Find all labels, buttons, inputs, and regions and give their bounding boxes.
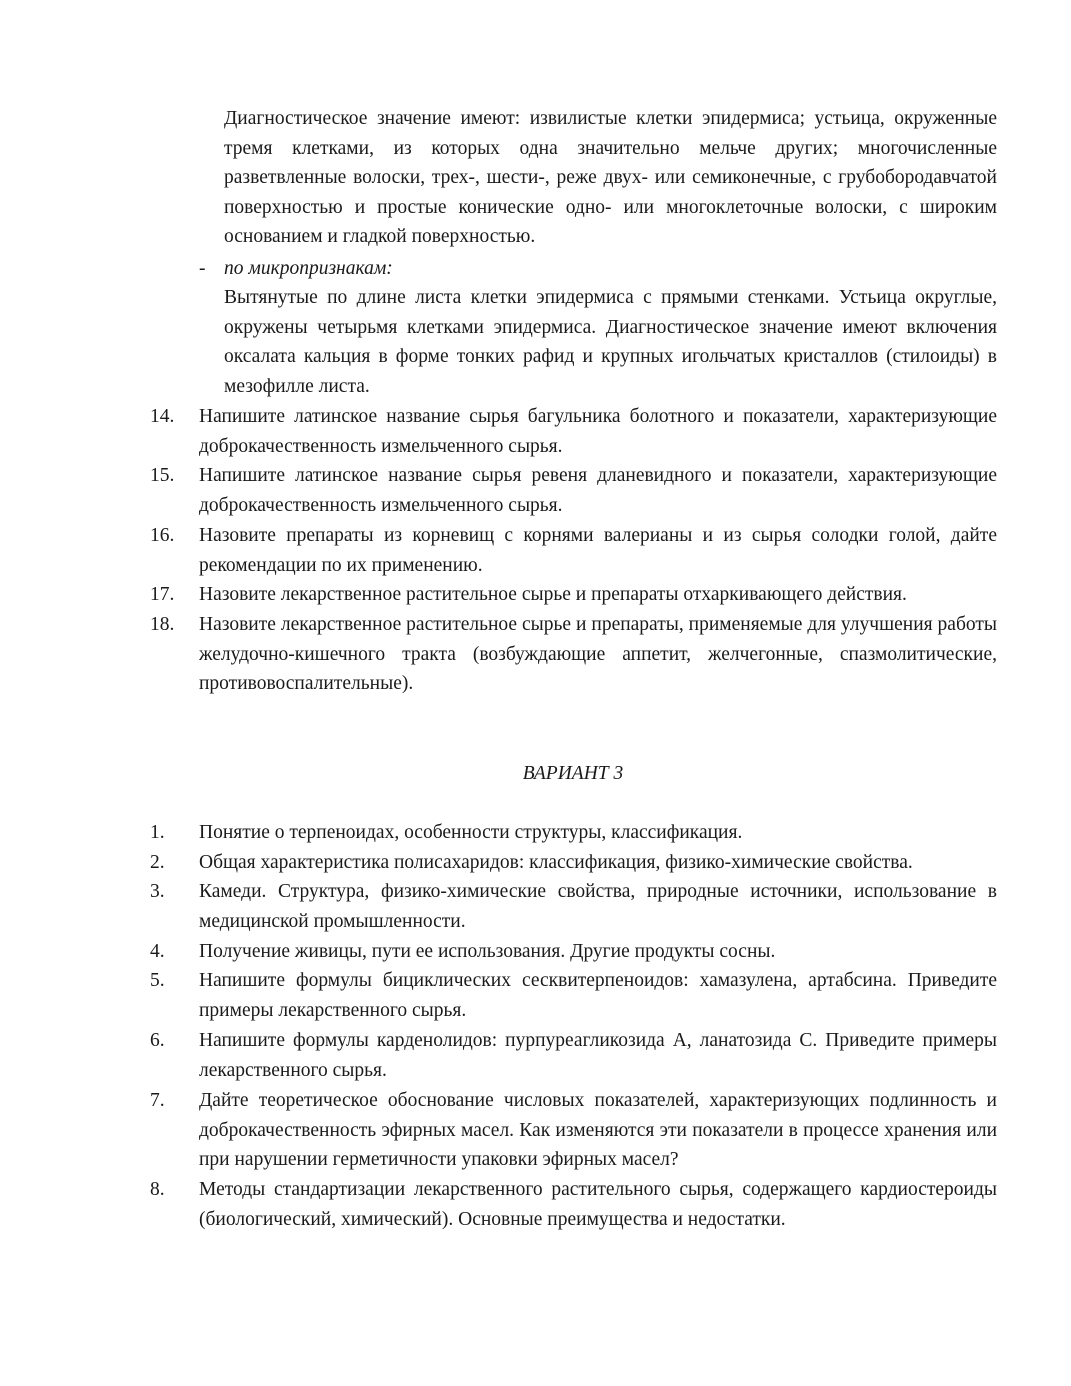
list-item-text: Напишите латинское название сырья ревеня дланевидного и показатели, характеризующие доброкачественность измельченного сырья. — [199, 465, 997, 516]
list-item — [150, 877, 997, 936]
list-item-number: 7. — [150, 1090, 165, 1111]
list-item-text: Напишите формулы карденолидов: пурпуреагликозида А, ланатозида С. Приведите примеры лекарственного сырья. — [199, 1030, 997, 1081]
list-item-text: Напишите формулы бициклических сесквитерпеноидов: хамазулена, артабсина. Приведите примеры лекарственного сырья. — [199, 970, 997, 1021]
list-item-number: 5. — [150, 970, 165, 991]
list-item — [150, 461, 997, 520]
micro-features-line — [199, 254, 393, 284]
list-item — [150, 966, 997, 1025]
variant-heading: ВАРИАНТ 3 — [522, 763, 624, 784]
list-item-number: 8. — [150, 1179, 165, 1200]
list-item-number: 16. — [150, 525, 175, 546]
list-item — [150, 610, 997, 699]
list-item-text: Получение живицы, пути ее использования. Другие продукты сосны. — [199, 941, 776, 962]
list-item — [150, 1086, 997, 1175]
list-item — [150, 580, 997, 610]
list-item-text: Назовите лекарственное растительное сырье и препараты, применяемые для улучшения работы желудочно-кишечного тракта (возбуждающие аппетит, желчегонные, спазмолитические, противовоспалительные). — [199, 614, 997, 695]
list-item-number: 6. — [150, 1030, 165, 1051]
list-item-number: 18. — [150, 614, 175, 635]
list-item-text: Методы стандартизации лекарственного растительного сырья, содержащего кардиостероиды (биологический, химический). Основные преимущества и недостатки. — [199, 1179, 997, 1230]
list-item — [150, 402, 997, 461]
diagnostic-paragraph: Диагностическое значение имеют: извилистые клетки эпидермиса; устьица, окруженные тремя клетками, из которых одна значительно мельче других; многочисленные разветвленные волоски, трех-, шести-, реже двух- или семиконечные, с грубобородавчатой поверхностью и простые конические одно- или многоклеточные волоски, с широким основанием и гладкой поверхностью. — [224, 108, 997, 248]
list-item — [150, 1175, 997, 1234]
list-item-number: 3. — [150, 881, 165, 902]
list-item-number: 17. — [150, 584, 175, 605]
list-item — [150, 848, 997, 878]
list-item — [150, 937, 997, 967]
list-item-number: 4. — [150, 941, 165, 962]
list-item-text: Дайте теоретическое обоснование числовых показателей, характеризующих подлинность и доброкачественность эфирных масел. Как изменяются эти показатели в процессе хранения или при нарушении герметичности упаковки эфирных масел? — [199, 1090, 997, 1171]
list-item — [150, 818, 997, 848]
list-item-number: 1. — [150, 822, 165, 843]
micro-features-label: по микропризнакам: — [224, 258, 393, 279]
list-item — [150, 1026, 997, 1085]
list-item-text: Понятие о терпеноидах, особенности структуры, классификация. — [199, 822, 743, 843]
list-item-text: Общая характеристика полисахаридов: классификация, физико-химические свойства. — [199, 852, 913, 873]
list-item-number: 15. — [150, 465, 175, 486]
list-item — [150, 521, 997, 580]
list-dash: - — [199, 258, 206, 279]
list-item-text: Напишите латинское название сырья багульника болотного и показатели, характеризующие доброкачественность измельченного сырья. — [199, 406, 997, 457]
list-item-number: 2. — [150, 852, 165, 873]
list-item-number: 14. — [150, 406, 175, 427]
micro-features-paragraph: Вытянутые по длине листа клетки эпидермиса с прямыми стенками. Устьица округлые, окружены четырьмя клетками эпидермиса. Диагностическое значение имеют включения оксалата кальция в форме тонких рафид и крупных игольчатых кристаллов (стилоиды) в мезофилле листа. — [224, 287, 997, 397]
list-item-text: Камеди. Структура, физико-химические свойства, природные источники, использование в медицинской промышленности. — [199, 881, 997, 932]
list-item-text: Назовите препараты из корневищ с корнями валерианы и из сырья солодки голой, дайте рекомендации по их применению. — [199, 525, 997, 576]
list-item-text: Назовите лекарственное растительное сырье и препараты отхаркивающего действия. — [199, 584, 907, 605]
